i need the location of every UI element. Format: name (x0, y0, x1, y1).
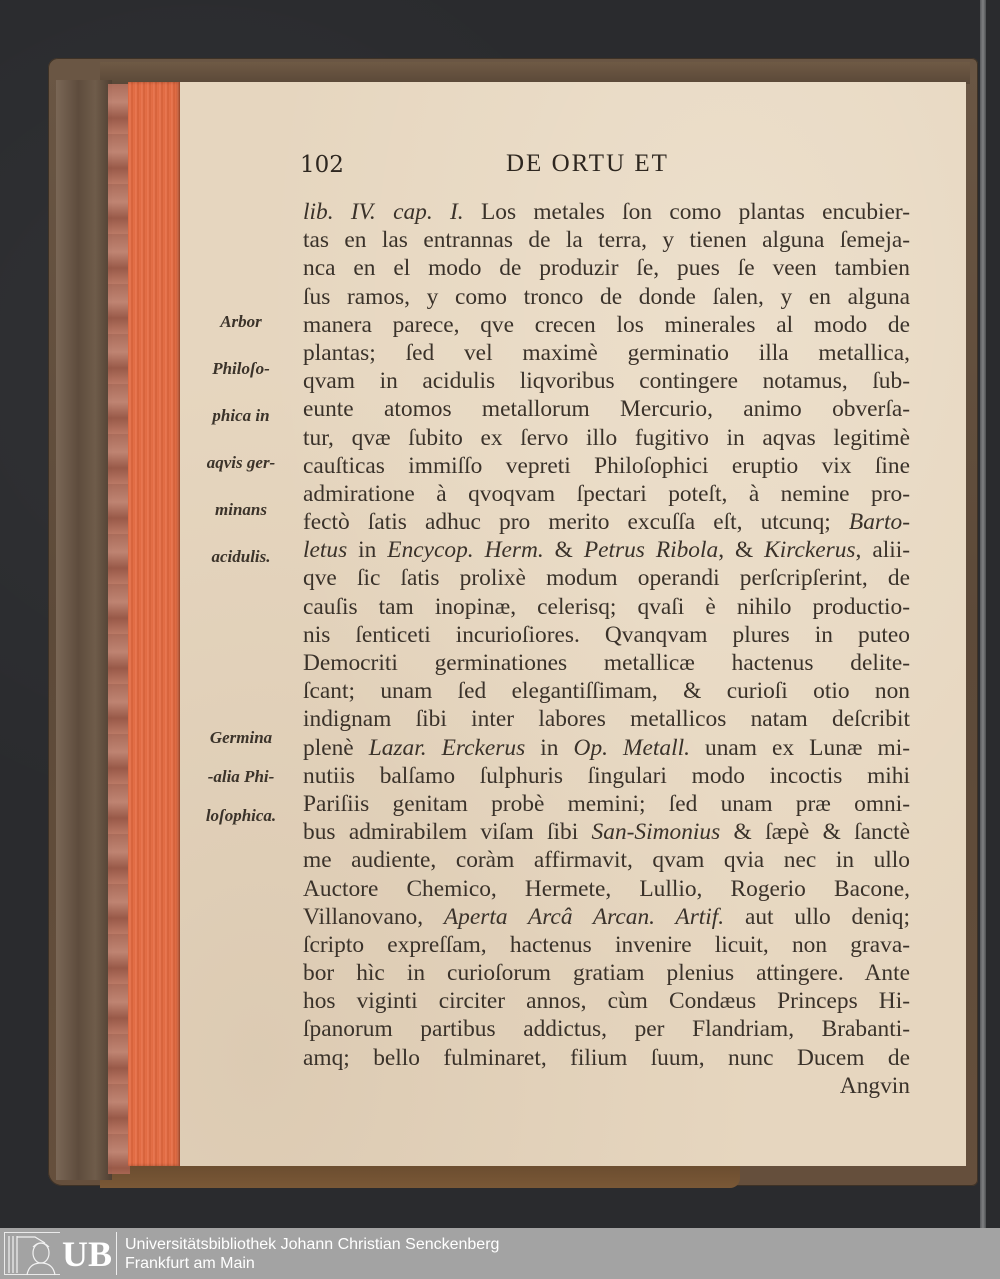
text-line (303, 395, 910, 423)
text-run: fectò ſatis adhuc pro merito excuſſa eſt, utcunq; (303, 509, 849, 536)
margin-note-line: phica in (212, 406, 270, 425)
text-run: admiratione à qvoqvam ſpectari poteſt, à nemine pro- (303, 480, 910, 507)
text-line (303, 903, 910, 931)
italic-citation: Encycop. Herm. (387, 537, 544, 564)
text-run: cauſticas immiſſo vepreti Philoſophici eruptio vix ſine (303, 452, 910, 479)
text-line (303, 987, 910, 1015)
text-run: & ſæpè & ſanctè (720, 819, 910, 846)
text-line (303, 283, 910, 311)
text-run: me audiente, coràm affirmavit, qvam qvia nec in ullo (303, 847, 910, 874)
text-run: Democriti germinationes metallicæ hactenus delite- (303, 650, 910, 676)
text-run: unam ex Lunæ mi- (689, 734, 910, 761)
margin-note-line: Arbor (220, 312, 262, 331)
text-run: , alii- (855, 537, 910, 564)
library-name-line2: Frankfurt am Main (125, 1255, 255, 1272)
text-line (303, 564, 910, 592)
text-run: nutiis balſamo ſulphuris ſingulari modo incoctis mihi (303, 762, 910, 789)
text-run: plantas; ſed vel maximè germinatio illa metallica, (303, 339, 910, 366)
text-run: , & (718, 537, 765, 564)
margin-note-line: -alia Phi- (207, 767, 275, 786)
text-line (303, 311, 910, 339)
text-line (303, 367, 910, 395)
italic-citation: lib. IV. cap. I. (303, 199, 464, 225)
text-run: in (525, 734, 574, 761)
text-line (303, 790, 910, 818)
margin-note-line: acidulis. (211, 547, 271, 566)
footer-bar (0, 1228, 1000, 1279)
text-line (303, 1015, 910, 1043)
italic-citation: Petrus Ribola (583, 537, 719, 564)
text-line (303, 649, 910, 677)
text-line (303, 959, 910, 987)
text-line (303, 621, 910, 649)
text-line (303, 762, 910, 790)
text-run: & (543, 537, 584, 564)
text-line (303, 1072, 910, 1100)
text-line (303, 931, 910, 959)
red-page-edges (128, 82, 180, 1166)
text-run: tas en las entrannas de la terra, y tienen alguna ſemeja- (303, 227, 910, 254)
text-run: aut ullo deniq; (724, 903, 910, 930)
text-line (303, 226, 910, 254)
book-spine (56, 80, 112, 1180)
logo-divider (116, 1232, 117, 1275)
running-head-title: DE ORTU ET (506, 150, 669, 177)
text-line (303, 508, 910, 536)
italic-citation: Lazar. Erckerus (368, 734, 526, 761)
text-line (303, 1044, 910, 1072)
text-line (303, 339, 910, 367)
text-run: ſpanorum partibus addictus, per Flandriam, Brabanti- (303, 1016, 910, 1043)
italic-citation: Barto- (848, 509, 910, 536)
text-run: ſcripto expreſſam, hactenus invenire licuit, non grava- (303, 931, 910, 958)
text-run: indignam ſibi inter labores metallicos natam deſcribit (303, 706, 910, 733)
text-line (303, 677, 910, 705)
text-line (303, 818, 910, 846)
margin-note-arbor (186, 298, 296, 580)
text-run: plenè (303, 734, 369, 761)
marbled-endpaper (108, 84, 130, 1174)
text-run: ſus ramos, y como tronco de donde ſalen, y en alguna (303, 283, 910, 310)
text-run: Pariſiis genitam probè memini; ſed unam præ omni- (303, 790, 910, 817)
text-line (303, 198, 910, 226)
running-head (300, 150, 910, 186)
margin-note-line: Philoſo- (212, 359, 270, 378)
text-run: eunte atomos metallorum Mercurio, animo obverſa- (303, 396, 910, 423)
page-number: 102 (300, 152, 344, 178)
text-run: bus admirabilem viſam ſibi (303, 819, 592, 846)
text-run: Villanovano, (303, 903, 444, 930)
italic-citation: letus (303, 537, 348, 564)
cover-bottom-edge (100, 1166, 740, 1188)
text-line (303, 254, 910, 282)
italic-citation: San-Simonius (591, 819, 721, 846)
margin-note-line: Germina (209, 728, 273, 747)
margin-note-germina (186, 718, 296, 835)
text-run: nca en el modo de produzir ſe, pues ſe veen tambien (303, 255, 910, 282)
text-line (303, 705, 910, 733)
text-run: hos viginti circiter annos, cùm Condæus Princeps Hi- (303, 988, 910, 1015)
text-run: cauſis tam inopinæ, celerisq; qvaſi è nihilo productio- (303, 593, 910, 620)
text-run: qve ſic ſatis prolixè modum operandi perſcripſerint, de (303, 565, 910, 592)
library-name-line1: Universitätsbibliothek Johann Christian Senckenberg (125, 1236, 500, 1253)
text-run: manera parece, qve crecen los minerales al modo de (303, 311, 910, 338)
text-run: tur, qvæ ſubito ex ſervo illo fugitivo in aqvas legitimè (303, 424, 910, 451)
margin-note-line: aqvis ger- (206, 453, 276, 472)
italic-citation: Kirckerus (764, 537, 856, 564)
text-run: Angvin (839, 1072, 910, 1099)
library-name (125, 1235, 499, 1273)
margin-note-line: minans (215, 500, 267, 519)
text-line (303, 734, 910, 762)
body-text (303, 198, 910, 1100)
text-line (303, 536, 910, 564)
text-run: Auctore Chemico, Hermete, Lullio, Rogerio Bacone, (303, 875, 910, 902)
margin-note-line: loſophica. (205, 806, 277, 825)
text-line (303, 480, 910, 508)
text-line (303, 846, 910, 874)
text-line (303, 875, 910, 903)
portrait-icon (4, 1232, 60, 1275)
text-run: bor hìc in curioſorum gratiam plenius attingere. Ante (303, 960, 910, 987)
glass-plate-edge (980, 0, 986, 1228)
italic-citation: Aperta Arcâ Arcan. Artif. (443, 903, 725, 930)
text-run: nis ſenticeti incurioſiores. Qvanqvam plures in puteo (303, 621, 910, 648)
logo-ub-text: UB (62, 1234, 113, 1274)
text-run: in (347, 537, 388, 564)
italic-citation: Op. Metall. (573, 734, 690, 761)
text-line (303, 452, 910, 480)
text-run: amq; bello fulminaret, filium ſuum, nunc Ducem de (303, 1044, 910, 1071)
text-run: ſcant; unam ſed elegantiſſimam, & curioſi otio non (303, 678, 910, 705)
cover-top-edge (100, 62, 970, 84)
library-logo[interactable] (4, 1232, 116, 1275)
text-run: qvam in acidulis liqvoribus contingere notamus, ſub- (303, 368, 910, 395)
text-line (303, 593, 910, 621)
text-run: Los metales ſon como plantas encubier- (463, 199, 911, 225)
text-line (303, 424, 910, 452)
